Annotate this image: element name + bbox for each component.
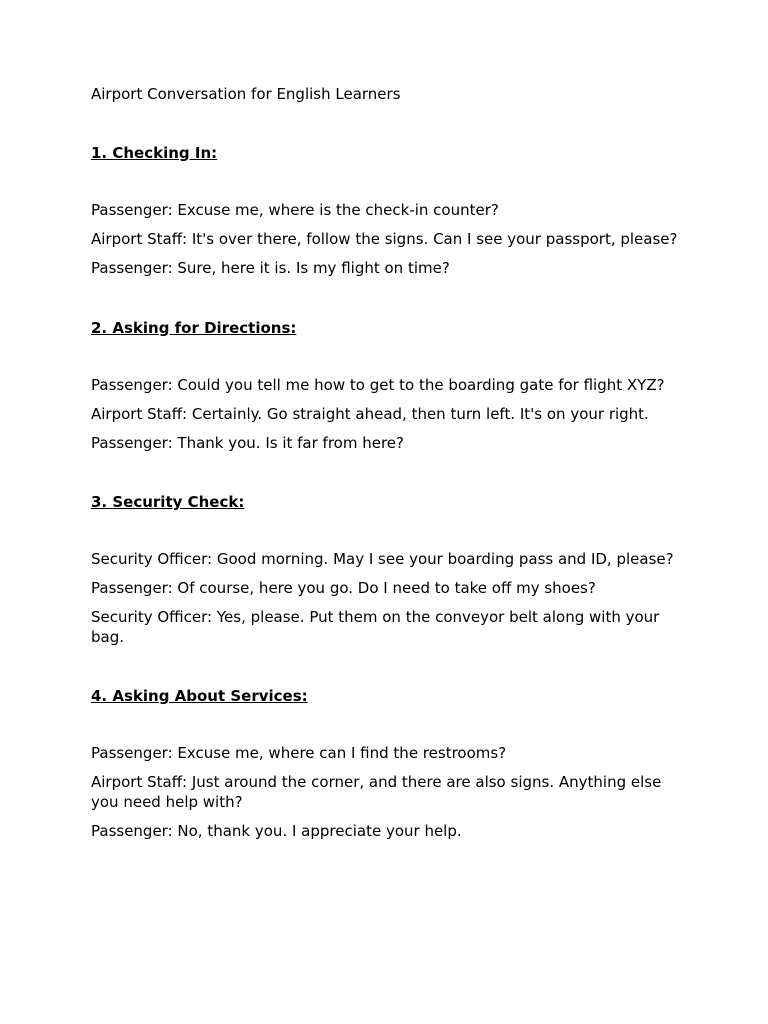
section-asking-directions (91, 318, 681, 454)
dialogue-line: Security Officer: Good morning. May I see your boarding pass and ID, please? (91, 550, 674, 568)
dialogue-line: Passenger: Excuse me, where can I find the restrooms? (91, 744, 507, 762)
section-heading: 1. Checking In: (91, 144, 218, 162)
dialogue-line: Passenger: Could you tell me how to get to the boarding gate for flight XYZ? (91, 375, 665, 394)
section-heading: 4. Asking About Services: (91, 687, 308, 705)
dialogue-line: Airport Staff: Certainly. Go straight ahead, then turn left. It's on your right. (91, 404, 649, 423)
dialogue-lines (91, 376, 681, 454)
section-security-check (91, 492, 681, 647)
section-heading: 3. Security Check: (91, 493, 245, 511)
dialogue-line: Passenger: Sure, here it is. Is my flight on time? (91, 259, 450, 277)
dialogue-lines (91, 550, 681, 647)
dialogue-line: Airport Staff: It's over there, follow the signs. Can I see your passport, please? (91, 230, 678, 248)
dialogue-line: Passenger: Excuse me, where is the check-in counter? (91, 201, 499, 219)
dialogue-line: Airport Staff: Just around the corner, and there are also signs. Anything else you need help with? (91, 773, 662, 811)
dialogue-line: Passenger: No, thank you. I appreciate your help. (91, 821, 462, 840)
section-checking-in (91, 143, 681, 279)
dialogue-line: Security Officer: Yes, please. Put them on the conveyor belt along with your bag. (91, 608, 660, 646)
dialogue-lines (91, 201, 681, 279)
document-title: Airport Conversation for English Learners (91, 85, 401, 103)
dialogue-lines (91, 744, 681, 841)
dialogue-line: Passenger: Thank you. Is it far from here? (91, 433, 404, 452)
dialogue-line: Passenger: Of course, here you go. Do I need to take off my shoes? (91, 579, 596, 597)
document-page (91, 84, 681, 841)
section-heading: 2. Asking for Directions: (91, 318, 297, 337)
section-asking-services (91, 686, 681, 841)
